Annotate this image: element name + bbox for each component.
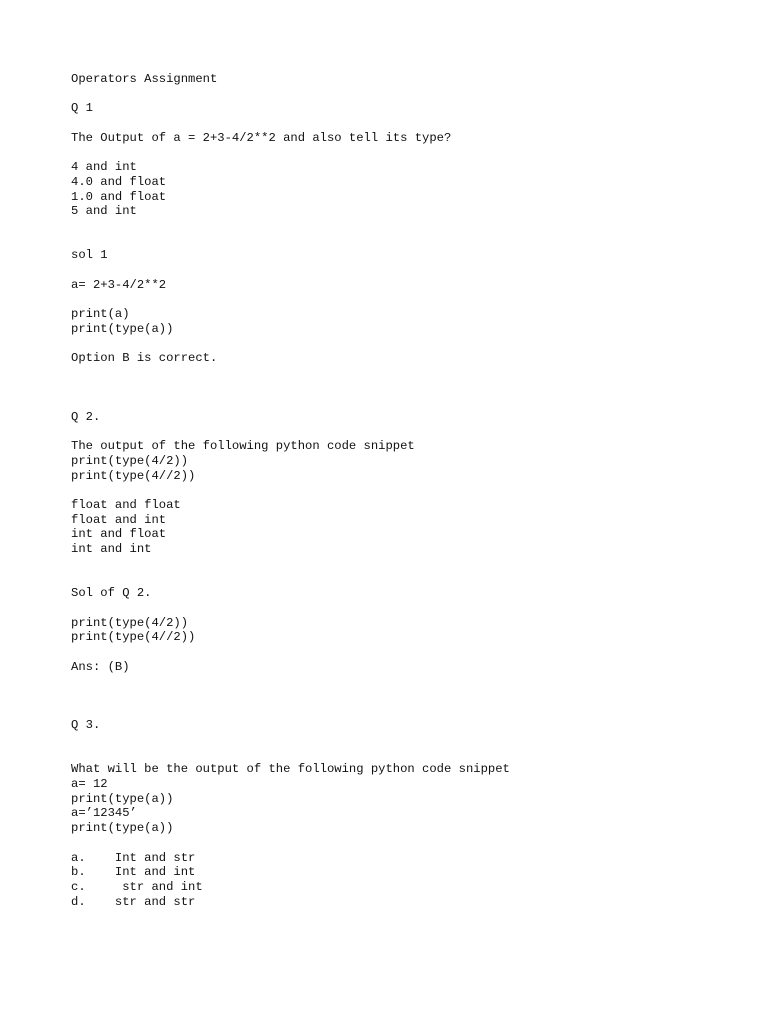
q2-label: Q 2.: [71, 409, 101, 424]
q3-question-line: print(type(a)): [71, 791, 174, 806]
q2-option: int and float: [71, 527, 167, 542]
q3-options: [71, 851, 751, 910]
q2-question-line: print(type(4//2)): [71, 468, 196, 483]
q3-option: a. Int and str: [71, 850, 196, 865]
q2-option: float and int: [71, 512, 167, 527]
q2-question-line: The output of the following python code snippet: [71, 439, 415, 454]
q2-question-line: print(type(4/2)): [71, 453, 189, 468]
q1-solution-label: sol 1: [71, 248, 108, 263]
q1-code-line: print(type(a)): [71, 321, 174, 336]
q1-label: Q 1: [71, 101, 93, 116]
q1-options: [71, 160, 751, 219]
q2-code-line: print(type(4/2)): [71, 615, 189, 630]
q2-option: int and int: [71, 542, 152, 557]
q1-code-assign: a= 2+3-4/2**2: [71, 277, 167, 292]
q2-code: [71, 616, 751, 645]
q3-question-line: What will be the output of the following python code snippet: [71, 762, 510, 777]
q3-question: [71, 762, 751, 835]
q3-option: c. str and int: [71, 879, 203, 894]
q3-question-line: a= 12: [71, 777, 108, 792]
q1-option: 1.0 and float: [71, 189, 167, 204]
q2-answer: Ans: (B): [71, 659, 130, 674]
q3-question-line: print(type(a)): [71, 821, 174, 836]
q2-solution-label: Sol of Q 2.: [71, 586, 152, 601]
q1-answer: Option B is correct.: [71, 351, 218, 366]
q1-code: [71, 307, 751, 336]
q1-option: 5 and int: [71, 204, 137, 219]
document-page: [71, 72, 751, 909]
q1-code-line: print(a): [71, 307, 130, 322]
q3-question-line: a=’12345’: [71, 806, 137, 821]
q1-option: 4.0 and float: [71, 174, 167, 189]
document-title: Operators Assignment: [71, 72, 218, 86]
q3-label: Q 3.: [71, 718, 101, 733]
q1-question: The Output of a = 2+3-4/2**2 and also tell its type?: [71, 130, 452, 145]
q2-options: [71, 498, 751, 557]
q2-question: [71, 439, 751, 483]
q2-code-line: print(type(4//2)): [71, 630, 196, 645]
q1-option: 4 and int: [71, 160, 137, 175]
q3-option: b. Int and int: [71, 865, 196, 880]
q3-option: d. str and str: [71, 894, 196, 909]
q2-option: float and float: [71, 497, 181, 512]
